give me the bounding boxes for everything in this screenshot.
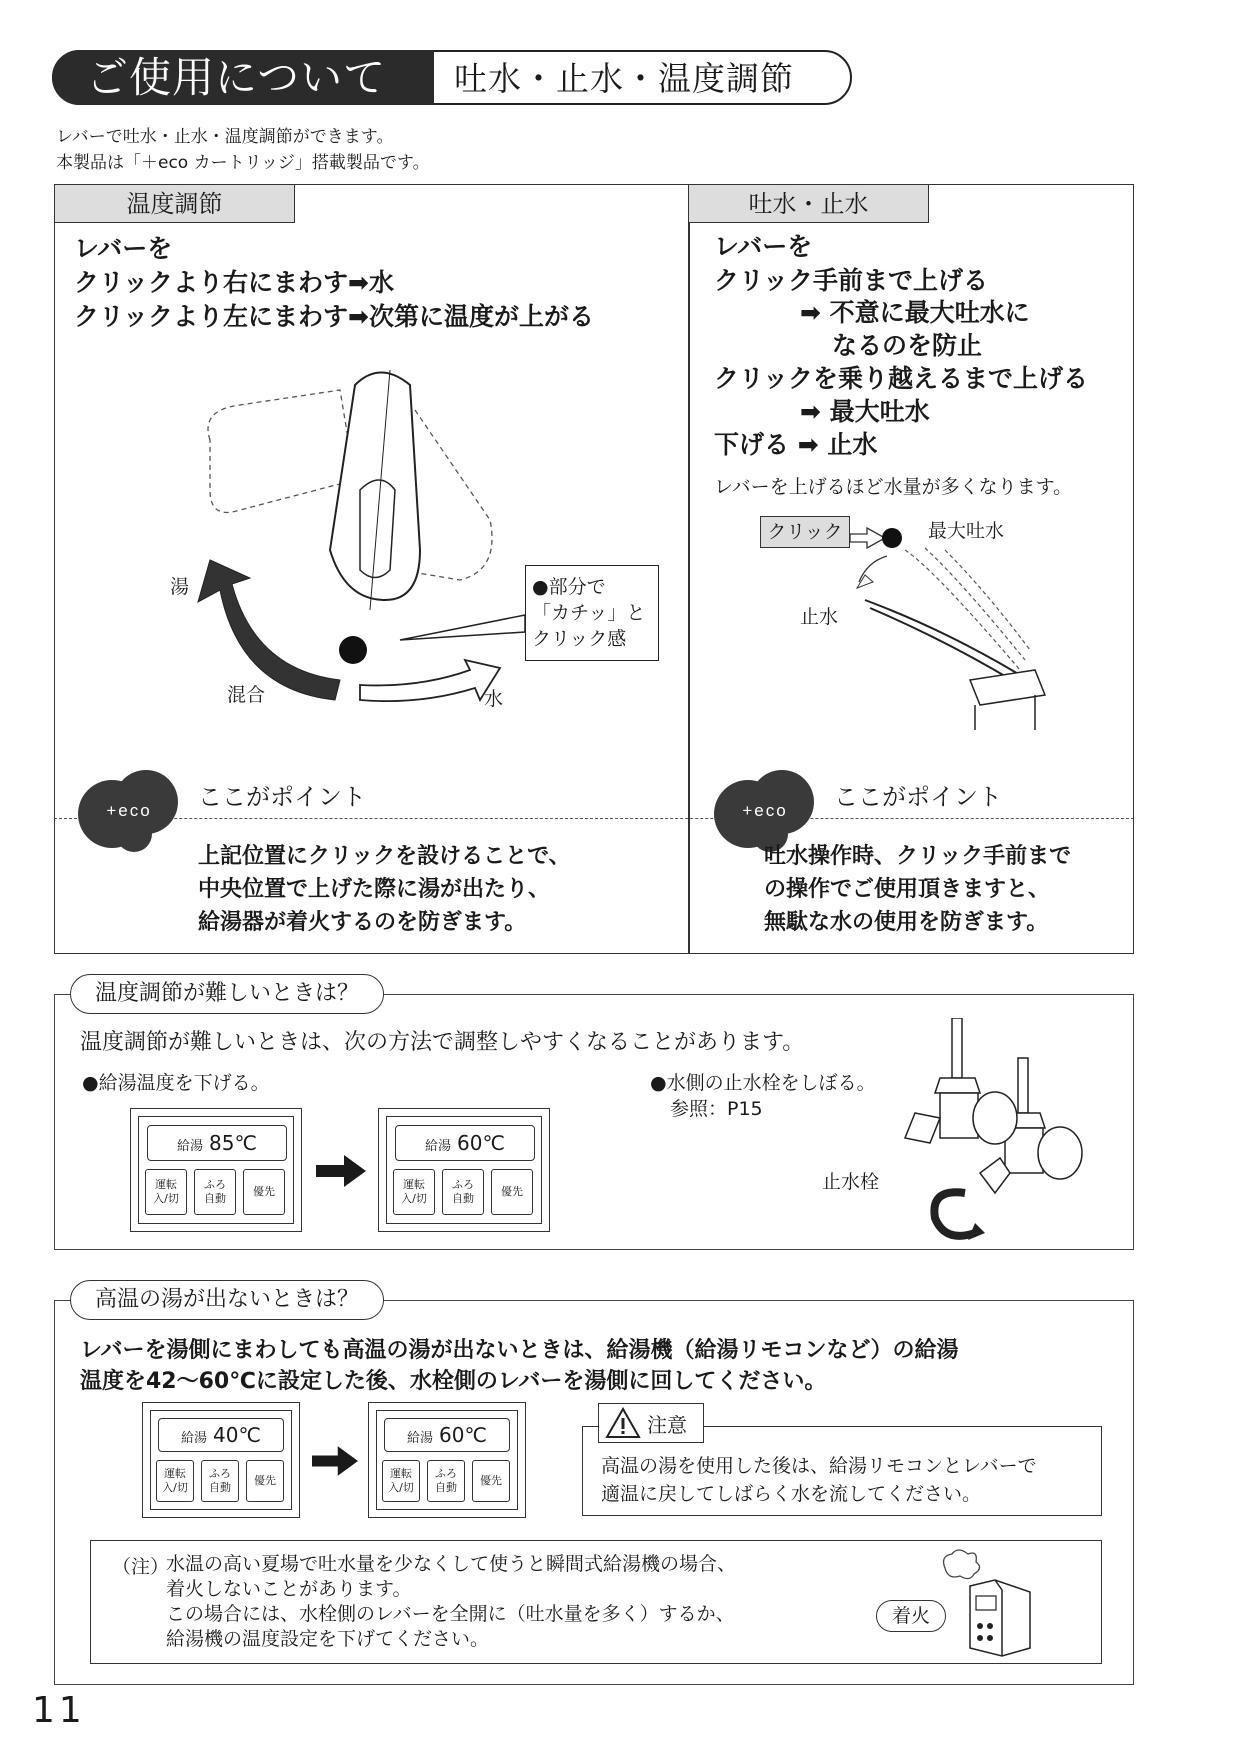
arrow-right-icon: [312, 1446, 358, 1476]
bath-auto-button: ふろ 自動: [427, 1460, 465, 1502]
note-line-4: 給湯機の温度設定を下げてください。: [166, 1628, 490, 1650]
water-heater-icon: [940, 1548, 1040, 1658]
callout-line-1: ●部分で: [532, 576, 606, 598]
click-point-dot: [339, 636, 367, 664]
page-number: 11: [32, 1690, 86, 1731]
remote-hot-after: [368, 1402, 526, 1518]
bullet-lower-temp: ●給湯温度を下げる。: [82, 1072, 270, 1094]
flow-instruction-6: ➡ 最大吐水: [800, 397, 930, 426]
hard-adjust-tab: 温度調節が難しいときは？: [70, 974, 384, 1014]
tab-water-flow: 吐水・止水: [689, 185, 929, 223]
page-title: ご使用について: [52, 50, 434, 105]
bullet-throttle-valve: ●水側の止水栓をしぼる。: [650, 1072, 876, 1094]
note-prefix: （注）: [112, 1556, 170, 1578]
stop-valve-illustration: [900, 1018, 1125, 1243]
flow-instruction-7: 下げる ➡ 止水: [714, 430, 878, 459]
flow-note: レバーを上げるほど水量が多くなります。: [714, 476, 1073, 498]
remote-display: 給湯 85℃: [147, 1125, 287, 1161]
flow-instruction-5: クリックを乗り越えるまで上げる: [714, 364, 1089, 393]
hard-adjust-lead: 温度調節が難しいときは、次の方法で調整しやすくなることがあります。: [80, 1030, 805, 1055]
page-subtitle: 吐水・止水・温度調節: [454, 59, 794, 98]
run-button: 運転 入/切: [393, 1169, 435, 1215]
priority-button: 優先: [491, 1169, 533, 1215]
arrow-right-icon: [316, 1155, 366, 1187]
remote-display: 給湯 60℃: [384, 1418, 510, 1452]
remote-before: [130, 1108, 302, 1232]
note-line-2: 着火しないことがあります。: [166, 1578, 412, 1600]
click-label-box: クリック: [760, 516, 850, 548]
label-stop-flow: 止水: [800, 606, 839, 628]
note-line-3: この場合には、水栓側のレバーを全開に（吐水量を多く）するか、: [166, 1603, 735, 1625]
caution-line-1: 高温の湯を使用した後は、給湯リモコンとレバーで: [601, 1455, 1037, 1477]
run-button: 運転 入/切: [382, 1460, 420, 1502]
click-position-dot: [882, 528, 902, 548]
remote-display: 給湯 60℃: [395, 1125, 535, 1161]
remote-hot-before: [142, 1402, 300, 1518]
caution-title: 注意: [647, 1412, 687, 1437]
point-left-line-3: 給湯器が着火するのを防ぎます。: [198, 910, 527, 935]
click-callout: [525, 565, 659, 661]
lever-angle-illustration: [845, 520, 1075, 730]
bath-auto-button: ふろ 自動: [194, 1169, 236, 1215]
run-button: 運転 入/切: [145, 1169, 187, 1215]
flow-instruction-3: ➡ 不意に最大吐水に: [800, 298, 1030, 327]
point-label-right: ここがポイント: [834, 783, 1002, 811]
hot-water-tab: 高温の湯が出ないときは？: [70, 1280, 384, 1320]
reference-page: 参照：P15: [670, 1098, 763, 1120]
intro-line-1: レバーで吐水・止水・温度調節ができます。: [56, 127, 394, 147]
point-left-line-2: 中央位置で上げた際に湯が出たり、: [198, 877, 551, 902]
point-right-line-3: 無駄な水の使用を防ぎます。: [764, 910, 1049, 935]
point-right-line-2: の操作でご使用頂きますと、: [764, 877, 1051, 902]
temp-instruction-2: クリックより右にまわす➡水: [74, 268, 394, 297]
priority-button: 優先: [472, 1460, 510, 1502]
intro-line-2: 本製品は「＋eco カートリッジ」搭載製品です。: [56, 153, 430, 173]
caution-header: [598, 1403, 704, 1443]
point-text-right: [764, 840, 1071, 939]
svg-text:+eco: +eco: [742, 801, 788, 820]
point-left-line-1: 上記位置にクリックを設けることで、: [198, 844, 571, 869]
callout-line-3: クリック感: [532, 628, 627, 650]
label-water: 水: [484, 688, 504, 710]
svg-text:+eco: +eco: [106, 801, 152, 820]
caution-text: [601, 1452, 1037, 1508]
flow-instruction-1: レバーを: [714, 232, 813, 261]
note-text: [166, 1552, 736, 1652]
bath-auto-button: ふろ 自動: [442, 1169, 484, 1215]
flow-instruction-4: なるのを防止: [832, 331, 983, 360]
label-hot: 湯: [170, 576, 190, 598]
run-button: 運転 入/切: [156, 1460, 194, 1502]
panel-divider: [688, 184, 690, 954]
callout-line-2: 「カチッ」と: [532, 602, 646, 624]
ignite-label: 着火: [876, 1600, 946, 1632]
tab-temperature: 温度調節: [55, 185, 295, 223]
hot-water-lead-2: 温度を42〜60℃に設定した後、水栓側のレバーを湯側に回してください。: [80, 1369, 827, 1394]
label-mix: 混合: [227, 684, 266, 706]
eco-divider: [54, 818, 1134, 819]
valve-label: 止水栓: [822, 1171, 880, 1193]
caution-line-2: 適温に戻してしばらく水を流してください。: [601, 1483, 982, 1505]
hot-water-lead-1: レバーを湯側にまわしても高温の湯が出ないときは、給湯機（給湯リモコンなど）の給湯: [80, 1338, 959, 1363]
bath-auto-button: ふろ 自動: [201, 1460, 239, 1502]
point-label-left: ここがポイント: [198, 783, 366, 811]
remote-after: [378, 1108, 550, 1232]
point-text-left: [198, 840, 571, 939]
eco-badge-left: [74, 764, 184, 854]
temp-instruction-3: クリックより左にまわす➡次第に温度が上がる: [74, 302, 594, 331]
label-max-flow: 最大吐水: [928, 520, 1005, 542]
point-right-line-1: 吐水操作時、クリック手前まで: [764, 844, 1072, 869]
priority-button: 優先: [243, 1169, 285, 1215]
temp-instruction-1: レバーを: [74, 234, 173, 263]
priority-button: 優先: [246, 1460, 284, 1502]
remote-display: 給湯 40℃: [158, 1418, 284, 1452]
warning-icon: [605, 1407, 641, 1439]
note-line-1: 水温の高い夏場で吐水量を少なくして使うと瞬間式給湯機の場合、: [166, 1553, 737, 1575]
flow-instruction-2: クリック手前まで上げる: [714, 266, 989, 295]
